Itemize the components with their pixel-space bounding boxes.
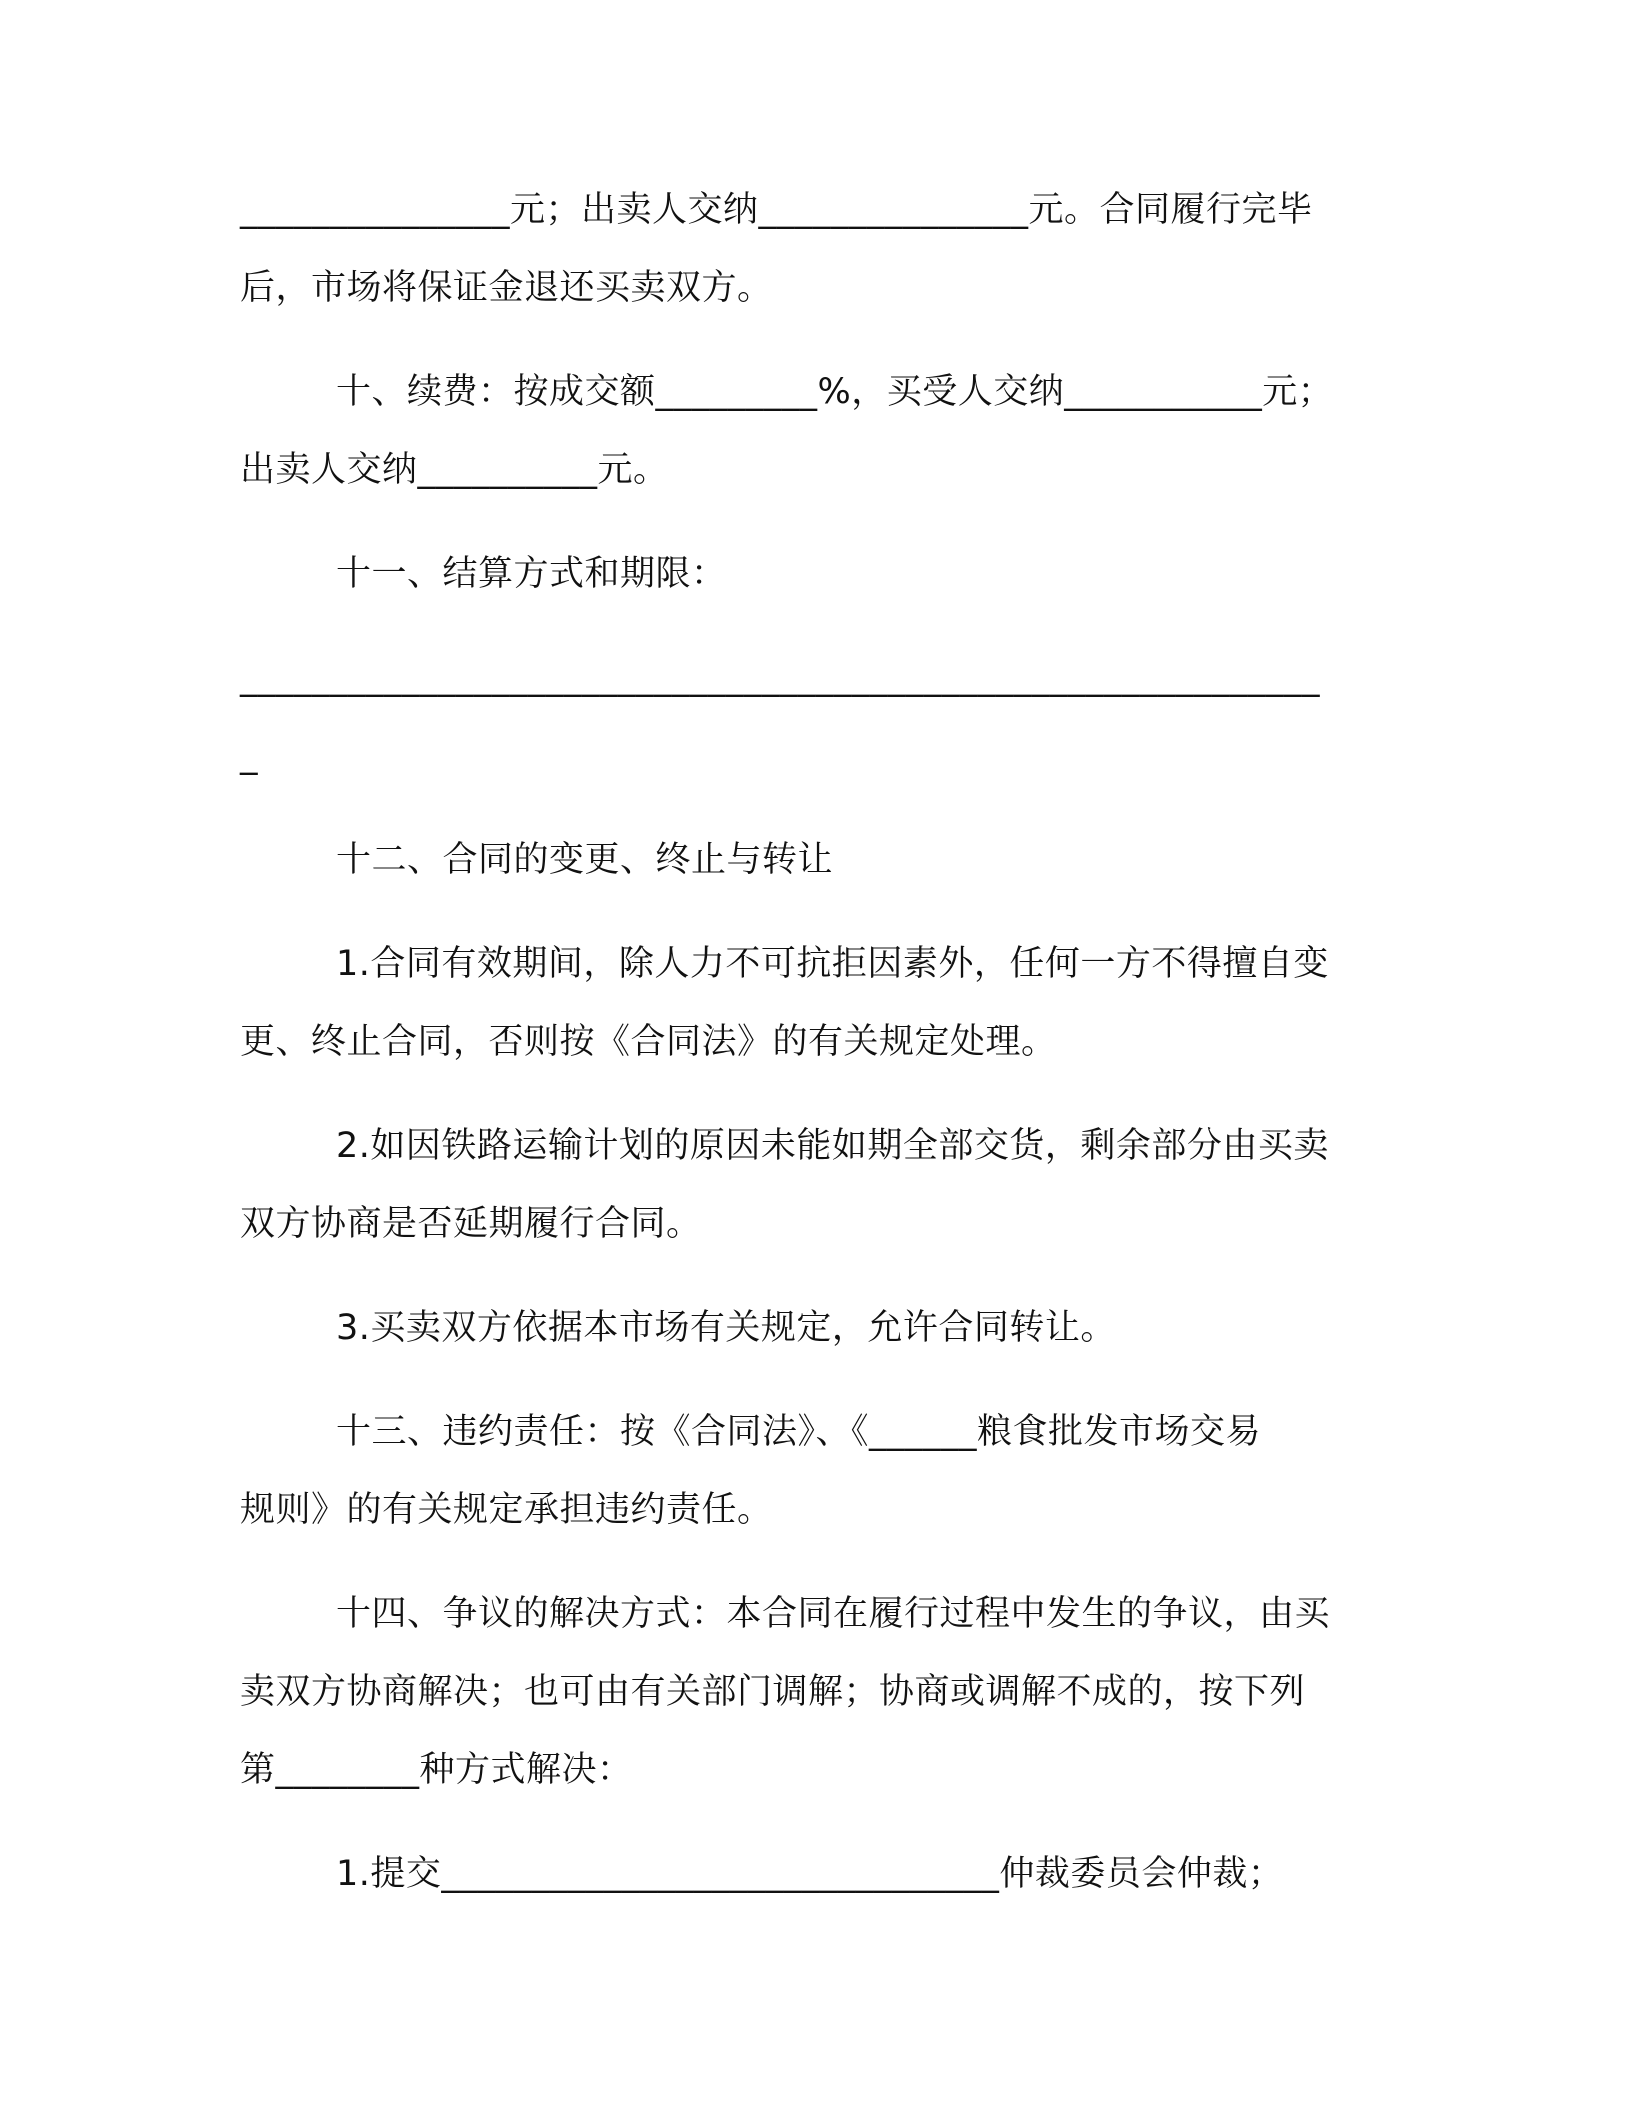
- text-line: 第________种方式解决：: [240, 1750, 633, 1790]
- clause-13-heading: 十三、违约责任：按《合同法》、《______粮食批发市场交易: [336, 1412, 1262, 1452]
- text-line: 卖双方协商解决；也可由有关部门调解；协商或调解不成的，按下列: [240, 1672, 1306, 1712]
- text-line: _______________元；出卖人交纳_______________元。合同履行完毕: [240, 190, 1313, 230]
- document-page: [240, 186, 1392, 1898]
- text-line: 后，市场将保证金退还买卖双方。: [240, 268, 773, 308]
- text-line: 规则》的有关规定承担违约责任。: [240, 1490, 773, 1530]
- text-line: 出卖人交纳__________元。: [240, 450, 669, 490]
- clause-10-heading: 十、续费：按成交额_________%，买受人交纳___________元；: [336, 372, 1334, 412]
- clause-12-item-2: 2.如因铁路运输计划的原因未能如期全部交货，剩余部分由买卖: [336, 1126, 1329, 1166]
- clause-11-heading: 十一、结算方式和期限：: [336, 554, 727, 594]
- text-line: 双方协商是否延期履行合同。: [240, 1204, 702, 1244]
- clause-14-item-1: 1.提交_______________________________仲裁委员会仲裁；: [336, 1854, 1284, 1894]
- text-line: 更、终止合同，否则按《合同法》的有关规定处理。: [240, 1022, 1057, 1062]
- clause-12-item-3: 3.买卖双方依据本市场有关规定，允许合同转让。: [336, 1308, 1116, 1348]
- blank-line: _: [240, 736, 258, 776]
- clause-14-heading: 十四、争议的解决方式：本合同在履行过程中发生的争议，由买: [336, 1594, 1331, 1634]
- clause-12-heading: 十二、合同的变更、终止与转让: [336, 840, 834, 880]
- clause-12-item-1: 1.合同有效期间，除人力不可抗拒因素外，任何一方不得擅自变: [336, 944, 1329, 984]
- blank-line: ____________________________________________________________: [240, 658, 1320, 698]
